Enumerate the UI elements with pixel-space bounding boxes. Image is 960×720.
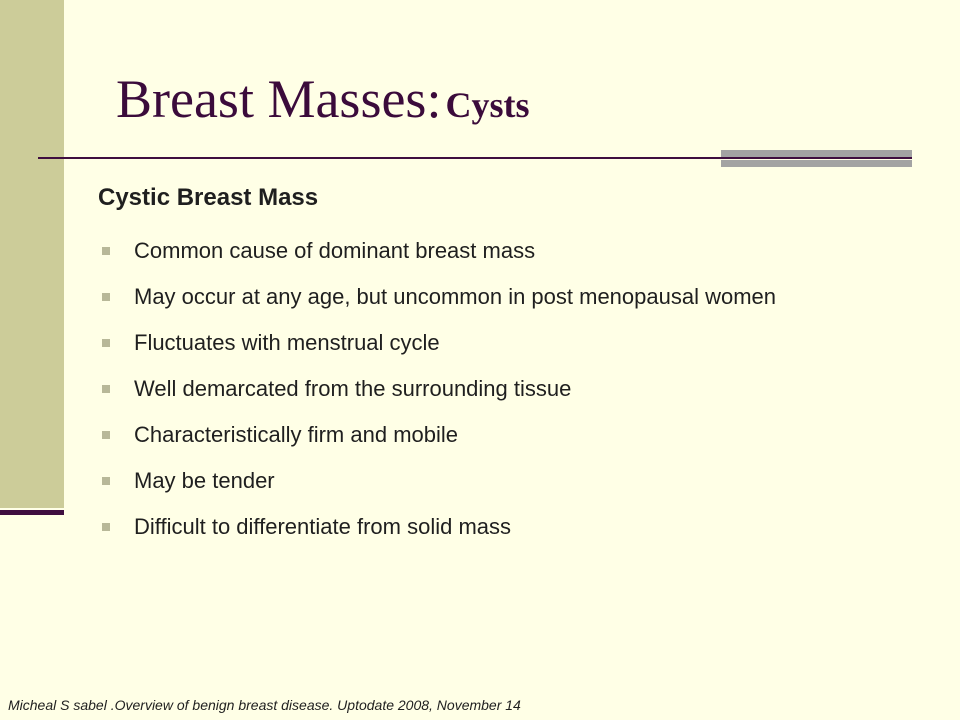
bullet-item	[100, 280, 860, 314]
square-bullet-icon	[102, 431, 110, 439]
bullet-text: Difficult to differentiate from solid mass	[134, 514, 512, 539]
bullet-text: Common cause of dominant breast mass	[134, 238, 536, 263]
square-bullet-icon	[102, 293, 110, 301]
bullet-item	[100, 510, 860, 544]
left-accent-bar-foot	[0, 510, 64, 515]
bullet-text: Characteristically firm and mobile	[134, 422, 458, 447]
square-bullet-icon	[102, 385, 110, 393]
slide-title	[116, 69, 530, 129]
bullet-text: May occur at any age, but uncommon in post menopausal women	[134, 284, 777, 309]
slide-title-sub: Cysts	[445, 85, 530, 125]
bullet-text: Well demarcated from the surrounding tissue	[134, 376, 572, 401]
square-bullet-icon	[102, 477, 110, 485]
square-bullet-icon	[102, 247, 110, 255]
slide-title-main: Breast Masses:	[116, 69, 442, 129]
bullet-item	[100, 372, 860, 406]
square-bullet-icon	[102, 523, 110, 531]
title-rule	[38, 157, 912, 159]
title-rule-gray-lower	[721, 160, 912, 167]
title-rule-gray-upper	[721, 150, 912, 157]
bullet-list	[100, 234, 860, 556]
bullet-text: Fluctuates with menstrual cycle	[134, 330, 440, 355]
citation: Micheal S sabel .Overview of benign breast disease. Uptodate 2008, November 14	[8, 697, 521, 713]
left-accent-bar	[0, 0, 64, 508]
bullet-item	[100, 326, 860, 360]
square-bullet-icon	[102, 339, 110, 347]
section-heading: Cystic Breast Mass	[98, 184, 319, 211]
bullet-item	[100, 234, 860, 268]
bullet-item	[100, 464, 860, 498]
bullet-item	[100, 418, 860, 452]
bullet-text: May be tender	[134, 468, 275, 493]
